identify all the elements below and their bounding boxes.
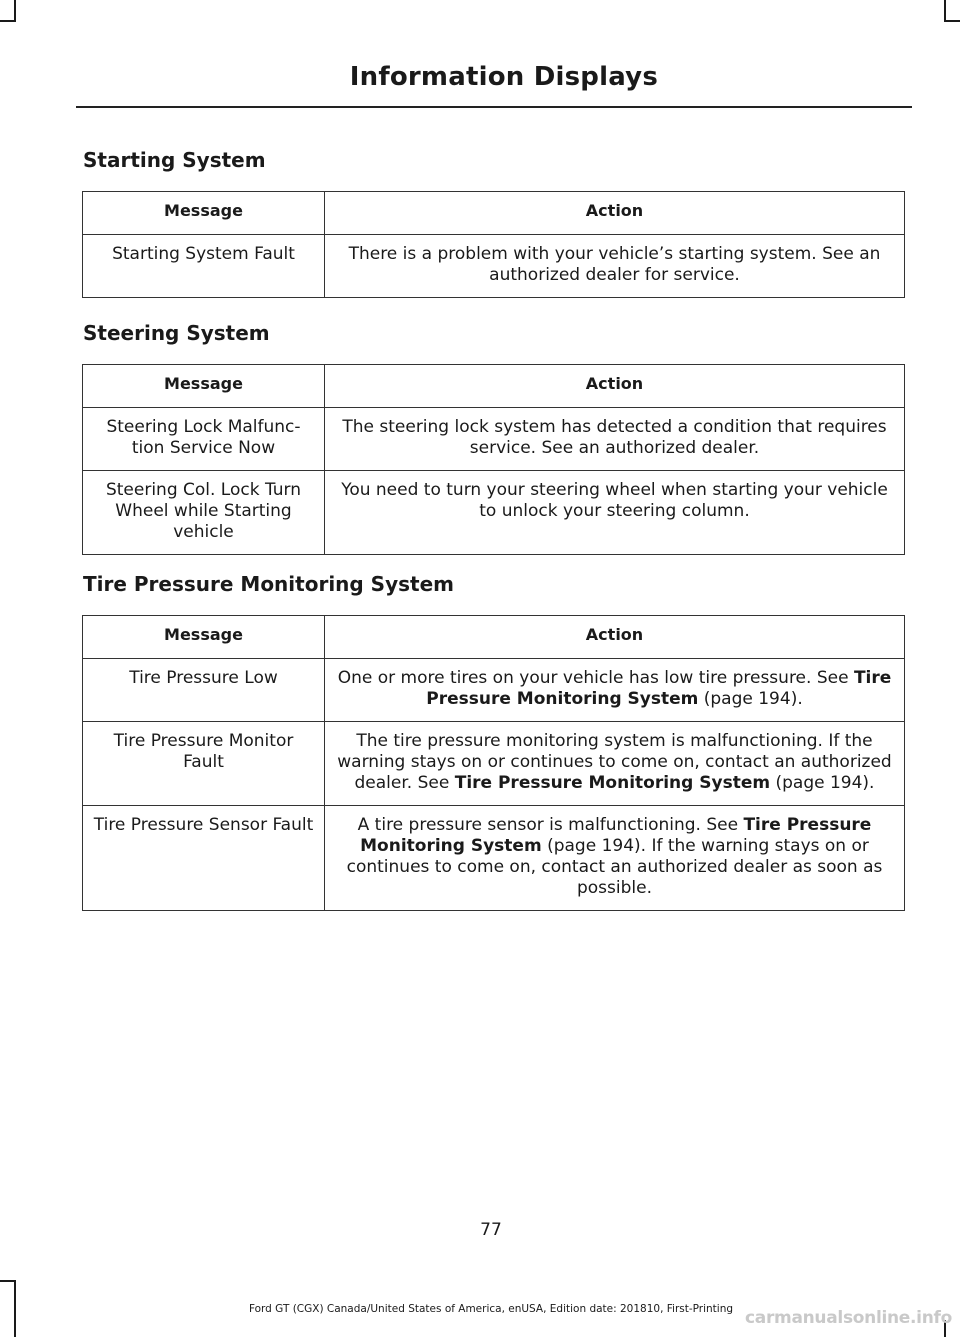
page-number: 77 bbox=[480, 1220, 502, 1240]
crop-mark-top-left bbox=[14, 0, 16, 20]
message-cell: Steering Col. Lock Turn Wheel while Starting vehicle bbox=[83, 471, 325, 555]
action-text: The tire pressure monitoring system is malfunctioning. If the warning stays on or continues to come on, contact an authorized dealer. See bbox=[337, 731, 892, 793]
action-text-continued: (page 194). If the warning stays on or continues to come on, contact an authorized dealer as soon as possible. bbox=[346, 836, 883, 898]
action-text: You need to turn your steering wheel when starting your vehicle to unlock your steering column. bbox=[341, 480, 888, 521]
watermark-logo: carmanualsonline.info bbox=[745, 1308, 952, 1328]
edition-footer: Ford GT (CGX) Canada/United States of America, enUSA, Edition date: 201810, First-Printing bbox=[248, 1303, 734, 1315]
column-header-action: Action bbox=[325, 192, 905, 235]
table-row bbox=[83, 408, 905, 471]
table-header-row bbox=[83, 192, 905, 235]
message-cell: Starting System Fault bbox=[83, 235, 325, 298]
section-title-starting-system: Starting System bbox=[83, 148, 266, 172]
section-title-tire-pressure-monitoring-system: Tire Pressure Monitoring System bbox=[83, 572, 454, 596]
action-text: A tire pressure sensor is malfunctioning. See bbox=[357, 815, 744, 835]
page-reference: (page 194). bbox=[698, 689, 803, 709]
steering-system-table bbox=[82, 364, 905, 555]
cross-reference-link[interactable]: Tire Pressure Monitoring System bbox=[454, 773, 771, 793]
action-cell bbox=[325, 408, 905, 471]
cross-reference-link[interactable]: Tire Pressure Monitoring System bbox=[426, 668, 892, 709]
section-title-steering-system: Steering System bbox=[83, 321, 270, 345]
crop-mark-top-left-h bbox=[0, 20, 16, 22]
table-row bbox=[83, 722, 905, 806]
action-text: The steering lock system has detected a condition that requires service. See an authorized dealer. bbox=[342, 417, 887, 458]
message-cell: Steering Lock Malfunc-tion Service Now bbox=[83, 408, 325, 471]
tire-pressure-table bbox=[82, 615, 905, 911]
cross-reference-link[interactable]: Tire Pressure Monitoring System bbox=[360, 815, 872, 856]
column-header-message: Message bbox=[83, 192, 325, 235]
table-header-row bbox=[83, 365, 905, 408]
action-cell bbox=[325, 806, 905, 911]
column-header-message: Message bbox=[83, 365, 325, 408]
starting-system-table bbox=[82, 191, 905, 298]
crop-mark-top-right-h bbox=[944, 20, 960, 22]
table-row bbox=[83, 659, 905, 722]
table-row bbox=[83, 235, 905, 298]
action-cell bbox=[325, 471, 905, 555]
message-cell: Tire Pressure Monitor Fault bbox=[83, 722, 325, 806]
table-row bbox=[83, 806, 905, 911]
crop-mark-top-right bbox=[944, 0, 946, 20]
table-row bbox=[83, 471, 905, 555]
header-divider bbox=[76, 106, 912, 108]
table-header-row bbox=[83, 616, 905, 659]
action-text: One or more tires on your vehicle has low tire pressure. See bbox=[337, 668, 854, 688]
page-header-title: Information Displays bbox=[349, 62, 658, 92]
crop-mark-bottom-left-h bbox=[0, 1280, 16, 1282]
message-cell: Tire Pressure Low bbox=[83, 659, 325, 722]
message-cell: Tire Pressure Sensor Fault bbox=[83, 806, 325, 911]
column-header-action: Action bbox=[325, 616, 905, 659]
action-cell bbox=[325, 235, 905, 298]
action-cell bbox=[325, 659, 905, 722]
page-reference: (page 194). bbox=[770, 773, 875, 793]
column-header-action: Action bbox=[325, 365, 905, 408]
action-cell bbox=[325, 722, 905, 806]
column-header-message: Message bbox=[83, 616, 325, 659]
action-text: There is a problem with your vehicle’s starting system. See an authorized dealer for service. bbox=[348, 244, 881, 285]
